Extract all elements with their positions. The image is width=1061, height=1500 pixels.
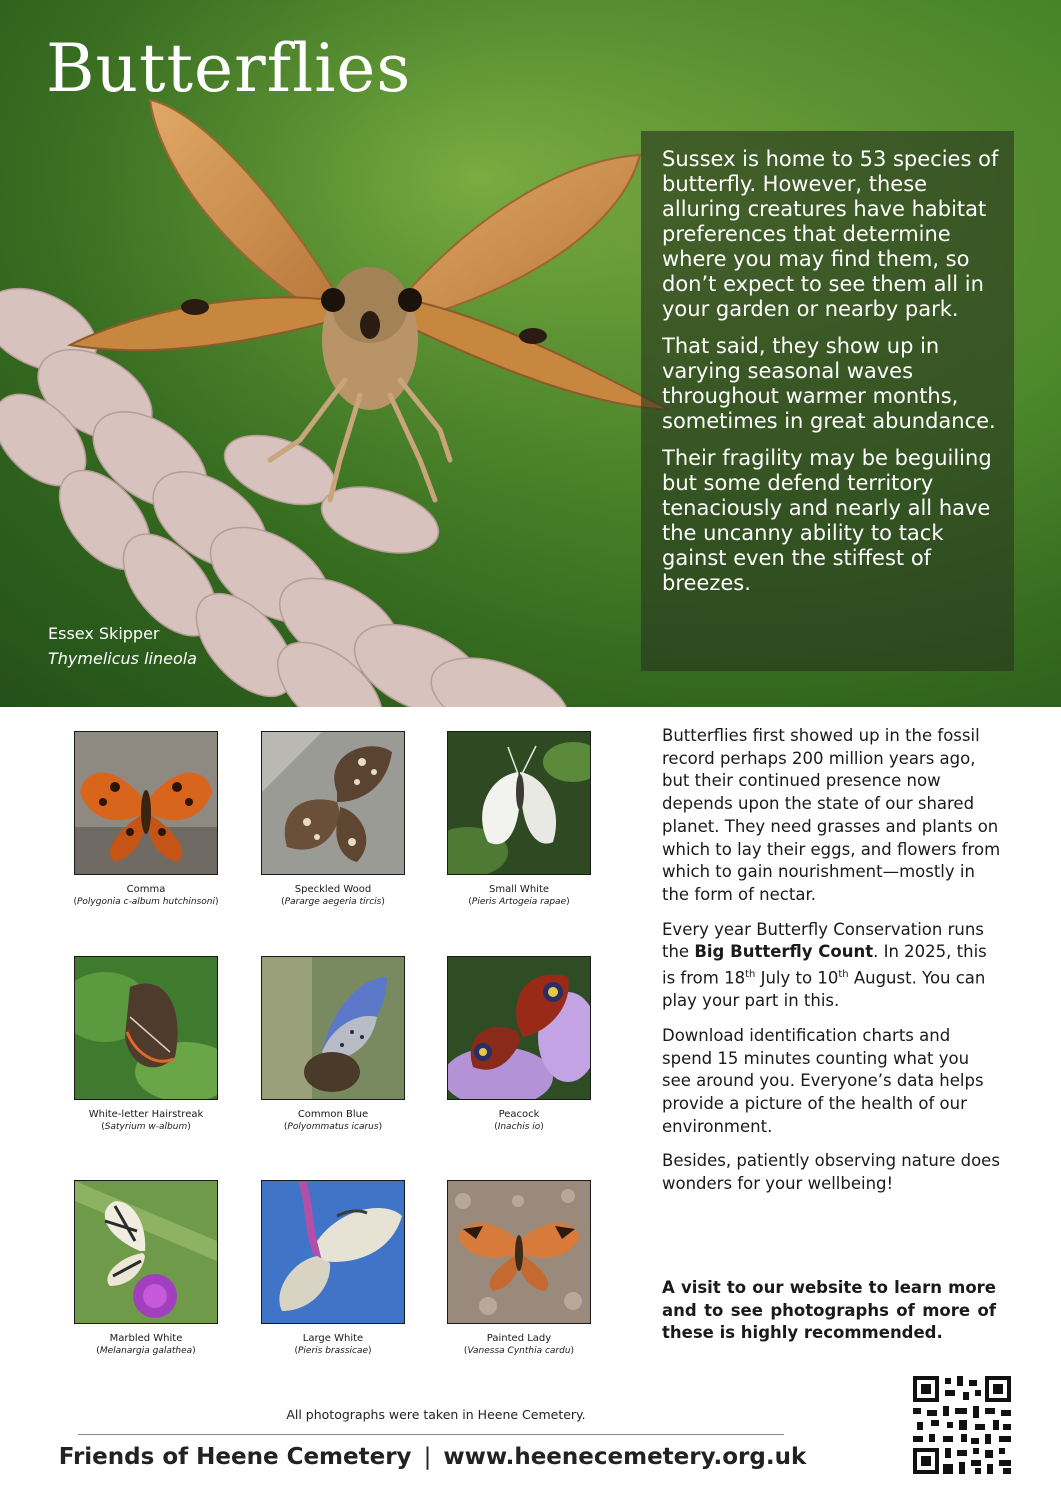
organization-name: Friends of Heene Cemetery: [58, 1444, 412, 1470]
body-paragraph-wellbeing: Besides, patiently observing nature does wonders for your wellbeing!: [662, 1151, 1000, 1194]
body-paragraph-fossil: Butterflies first showed up in the fossil record perhaps 200 million years ago, but their continued presence now depends upon the state of our shared planet. They need grasses and plants on which to lay their eggs, and flowers from which to gain nourishment—mostly in the form of nectar.: [662, 726, 1001, 904]
gallery-item-white-letter-hairstreak: [61, 956, 231, 1134]
speckled-wood-photo: [261, 731, 405, 875]
photo-caption-name: Speckled Wood: [294, 884, 372, 895]
gallery-item-speckled-wood: [248, 731, 418, 909]
latin-name: Pieris Artogeia rapae: [471, 897, 567, 907]
hero-caption-common-name: Essex Skipper: [48, 624, 160, 643]
photo-caption-latin: (Polyommatus icarus): [283, 1122, 383, 1132]
large-white-photo: [261, 1180, 405, 1324]
photo-caption-name: Painted Lady: [486, 1333, 552, 1344]
painted-lady-photo: [447, 1180, 591, 1324]
latin-name: Polygonia c-album hutchinsoni: [76, 897, 215, 907]
gallery-item-marbled-white: [61, 1180, 231, 1358]
website-call-to-action: A visit to our website to learn more and to see photographs of more of these is highly recommended.: [662, 1278, 996, 1343]
hero-section: [0, 0, 1061, 707]
photo-caption-latin: (Vanessa Cynthia cardu): [463, 1346, 575, 1356]
small-white-photo: [447, 731, 591, 875]
butterfly-gallery: [0, 707, 640, 1387]
peacock-photo: [447, 956, 591, 1100]
photo-caption-latin: (Polygonia c-album hutchinsoni): [73, 897, 219, 907]
photo-caption-latin: (Pieris brassicae): [294, 1346, 372, 1356]
footer-separator: |: [423, 1444, 432, 1470]
latin-name: Melanargia galathea: [99, 1346, 193, 1356]
photo-caption-latin: (Inachis io): [494, 1122, 544, 1132]
photo-caption-latin: (Satyrium w-album): [101, 1122, 191, 1132]
text-span: August. You can play your part in this.: [662, 968, 986, 1011]
latin-name: Vanessa Cynthia cardu: [467, 1346, 571, 1356]
body-text-column: [662, 725, 1002, 1208]
white-letter-hairstreak-photo: [74, 956, 218, 1100]
latin-name: Pieris brassicae: [297, 1346, 369, 1356]
photo-caption-name: Large White: [302, 1333, 364, 1344]
gallery-item-large-white: [248, 1180, 418, 1358]
photo-caption-latin: (Pararge aegeria tircis): [281, 897, 385, 907]
gallery-item-common-blue: [248, 956, 418, 1134]
text-span: . In 2025, this is from 18: [662, 942, 987, 988]
photo-caption-name: Marbled White: [109, 1333, 183, 1344]
photo-caption-name: Comma: [126, 884, 166, 895]
body-paragraph-download: Download identification charts and spend 15 minutes counting what you see around you. Everyone’s data helps provide a picture of the health of our environment.: [662, 1025, 984, 1136]
photo-caption-latin: (Melanargia galathea): [96, 1346, 196, 1356]
photo-caption-name: Peacock: [498, 1109, 540, 1120]
body-paragraph-big-count: [662, 919, 1002, 1013]
intro-paragraph: Sussex is home to 53 species of butterfly. However, these alluring creatures have habitat preferences that determine where you may find them, so don’t expect to see them all in your garden or nearby park.: [662, 147, 999, 321]
latin-name: Satyrium w-album: [104, 1122, 188, 1132]
photo-caption-name: Small White: [488, 884, 550, 895]
intro-paragraph: Their fragility may be beguiling but some defend territory tenaciously and nearly all have the uncanny ability to tack gainst even the stiffest of breezes.: [662, 446, 992, 595]
qr-code-icon[interactable]: [913, 1376, 1011, 1474]
footer-divider: [78, 1434, 784, 1435]
photo-credit-note: All photographs were taken in Heene Cemetery.: [286, 1407, 586, 1422]
big-butterfly-count-emphasis: Big Butterfly Count: [694, 942, 874, 962]
photo-caption-name: White-letter Hairstreak: [88, 1109, 204, 1120]
photo-caption-name: Common Blue: [297, 1109, 369, 1120]
ordinal-suffix: th: [838, 969, 849, 981]
intro-text-panel: [641, 131, 1014, 671]
gallery-item-painted-lady: [434, 1180, 604, 1358]
gallery-item-peacock: [434, 956, 604, 1134]
website-link[interactable]: www.heenecemetery.org.uk: [443, 1444, 807, 1470]
marbled-white-photo: [74, 1180, 218, 1324]
footer-banner: [0, 1444, 865, 1470]
latin-name: Pararge aegeria tircis: [284, 897, 382, 907]
gallery-item-small-white: [434, 731, 604, 909]
gallery-item-comma: [61, 731, 231, 909]
hero-caption-latin-name: Thymelicus lineola: [48, 649, 197, 668]
page-title: Butterflies: [46, 30, 412, 107]
ordinal-suffix: th: [745, 969, 756, 981]
latin-name: Inachis io: [497, 1122, 541, 1132]
intro-paragraph: That said, they show up in varying seasonal waves throughout warmer months, sometimes in great abundance.: [662, 334, 996, 433]
text-span: Every year Butterfly Conservation runs the: [662, 919, 984, 962]
comma-photo: [74, 731, 218, 875]
common-blue-photo: [261, 956, 405, 1100]
latin-name: Polyommatus icarus: [287, 1122, 379, 1132]
text-span: July to 10: [755, 968, 839, 988]
photo-caption-latin: (Pieris Artogeia rapae): [468, 897, 570, 907]
